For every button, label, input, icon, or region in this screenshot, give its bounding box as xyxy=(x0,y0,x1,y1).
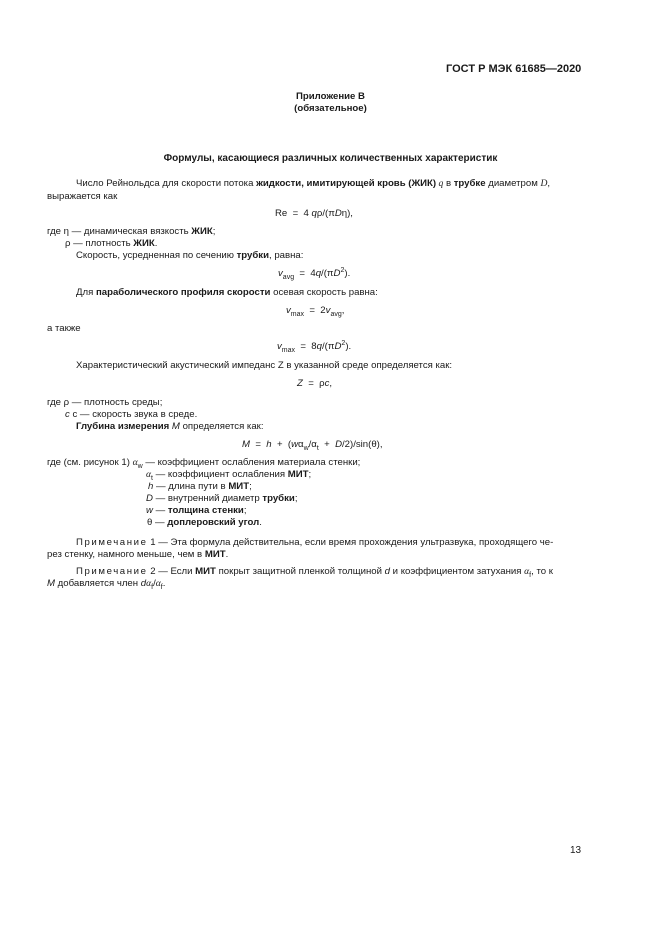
avg-velocity-text: Скорость, усредненная по сечению трубки, равна: xyxy=(76,250,304,261)
note-2-line2: M добавляется член $d\alpha_f/\alpha_f$. xyxy=(47,578,166,591)
reynolds-formula: Re = 4 qρ/(πDη), xyxy=(275,208,353,219)
also-text: а также xyxy=(47,323,81,334)
note-1: Примечание 1 — Эта формула действительна, если время прохождения ультразвука, проходящего че- xyxy=(76,537,554,548)
max-velocity-formula-2: $v_{max} = 8q/(\pi D^2)$. xyxy=(277,339,352,354)
page-number: 13 xyxy=(570,845,582,856)
where-rho-medium: где ρ — плотность среды; xyxy=(47,397,163,408)
depth-formula: $M = h + (w\alpha_w/\alpha_t + D/2)/\sin(\theta)$, xyxy=(242,439,383,452)
depth-text: Глубина измерения M определяется как: xyxy=(76,421,264,432)
impedance-formula: Z = ρc, xyxy=(297,378,333,389)
where-w: w — толщина стенки; xyxy=(146,505,247,516)
reynolds-intro-line2: выражается как xyxy=(47,191,118,202)
avg-velocity-formula: $v_{avg} = 4q/(\pi D^2)$. xyxy=(278,266,351,281)
where-rho: ρ — плотность ЖИК. xyxy=(65,238,158,249)
where-D: D — внутренний диаметр трубки; xyxy=(146,493,298,504)
where-alpha-w: где (см. рисунок 1) $\alpha_w$ — коэффициент ослабления материала стенки; xyxy=(47,457,361,470)
section-heading: Формулы, касающиеся различных количественных характеристик xyxy=(163,153,498,164)
where-alpha-t: $\alpha_t$ — коэффициент ослабления МИТ; xyxy=(146,469,312,482)
impedance-text: Характеристический акустический импеданс Z в указанной среде определяется как: xyxy=(76,360,453,371)
appendix-title: Приложение В xyxy=(296,91,365,102)
note-1-line2: рез стенку, намного меньше, чем в МИТ. xyxy=(47,549,229,560)
where-h: h — длина пути в МИТ; xyxy=(148,481,252,492)
where-c: c c — скорость звука в среде. xyxy=(65,409,198,420)
standard-number: ГОСТ Р МЭК 61685—2020 xyxy=(446,63,582,75)
where-eta: где η — динамическая вязкость ЖИК; xyxy=(47,226,216,237)
appendix-status: (обязательное) xyxy=(294,103,367,114)
reynolds-intro: Число Рейнольдса для скорости потока жидкости, имитирующей кровь (ЖИК) q в трубке диаметром D, xyxy=(76,178,551,189)
where-theta: θ — доплеровский угол. xyxy=(147,517,262,528)
note-2: Примечание 2 — Если МИТ покрыт защитной пленкой толщиной d и коэффициентом затухания $\alpha_f$, то к xyxy=(76,566,553,579)
max-velocity-formula: $v_{max} = 2v_{avg}$, xyxy=(286,305,345,318)
parabolic-text: Для параболического профиля скорости осевая скорость равна: xyxy=(76,287,378,298)
